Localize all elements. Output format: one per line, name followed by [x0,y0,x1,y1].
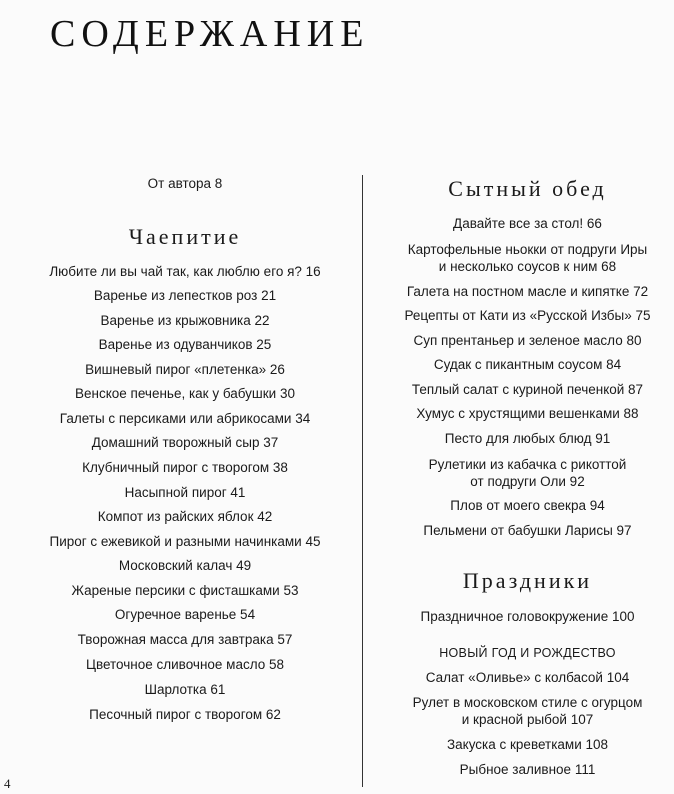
page-title: СОДЕРЖАНИЕ [50,13,370,55]
toc-entry: Салат «Оливье» с колбасой 104 [425,670,630,685]
toc-entry-intro: От автора 8 [147,176,223,191]
section-heading-holidays: Праздники [462,568,593,593]
toc-entry: Варенье из крыжовника 22 [100,313,270,328]
toc-entry: Давайте все за стол! 66 [453,216,602,231]
toc-entry: Огуречное варенье 54 [114,607,256,622]
toc-entry: Пельмени от бабушки Ларисы 97 [423,523,632,538]
toc-entry: Хумус с хрустящими вешенками 88 [416,406,639,421]
column-divider [362,175,363,787]
toc-entry: Закуска с креветками 108 [446,737,609,752]
toc-entry: Жареные персики с фисташками 53 [71,583,299,598]
toc-entry: Песто для любых блюд 91 [444,431,611,446]
toc-entry: Суп прентаньер и зеленое масло 80 [413,333,642,348]
toc-entry: Рецепты от Кати из «Русской Избы» 75 [404,308,651,323]
section-heading-dinner: Сытный обед [448,176,607,201]
toc-entry: Пирог с ежевикой и разными начинками 45 [49,534,321,549]
toc-entry: Шарлотка 61 [144,682,226,697]
page-number: 4 [4,776,11,791]
toc-entry: Вишневый пирог «плетенка» 26 [85,362,285,377]
toc-entry: Судак с пикантным соусом 84 [433,357,622,372]
toc-entry: Галета на постном масле и кипятке 72 [406,284,649,299]
toc-entry: Варенье из одуванчиков 25 [98,337,272,352]
toc-entry: Плов от моего свекра 94 [450,498,605,513]
toc-entry: Венское печенье, как у бабушки 30 [75,386,295,401]
toc-entry: Праздничное головокружение 100 [420,609,635,624]
toc-entry: и несколько соусов к ним 68 [438,259,617,274]
toc-entry: Творожная масса для завтрака 57 [77,632,293,647]
toc-entry: Насыпной пирог 41 [124,485,246,500]
subsection-heading: НОВЫЙ ГОД И РОЖДЕСТВО [439,646,616,660]
toc-entry: Рулет в московском стиле с огурцом [412,695,643,710]
toc-entry: Рулетики из кабачка с рикоттой [428,457,627,472]
section-heading-tea: Чаепитие [128,224,242,249]
toc-entry: Рыбное заливное 111 [459,762,596,777]
toc-entry: Теплый салат с куриной печенкой 87 [411,382,644,397]
toc-entry: и красной рыбой 107 [461,712,594,727]
toc-entry: Картофельные ньокки от подруги Иры [407,242,648,257]
toc-entry: Компот из райских яблок 42 [97,509,273,524]
toc-entry: Домашний творожный сыр 37 [91,435,279,450]
toc-entry: Варенье из лепестков роз 21 [93,288,277,303]
toc-entry: Галеты с персиками или абрикосами 34 [59,411,311,426]
toc-entry: Песочный пирог с творогом 62 [89,707,281,722]
toc-entry: Любите ли вы чай так, как люблю его я? 16 [49,264,321,279]
toc-entry: Московский калач 49 [118,558,252,573]
toc-entry: от подруги Оли 92 [470,474,585,489]
toc-entry: Клубничный пирог с творогом 38 [82,460,288,475]
toc-entry: Цветочное сливочное масло 58 [85,657,285,672]
